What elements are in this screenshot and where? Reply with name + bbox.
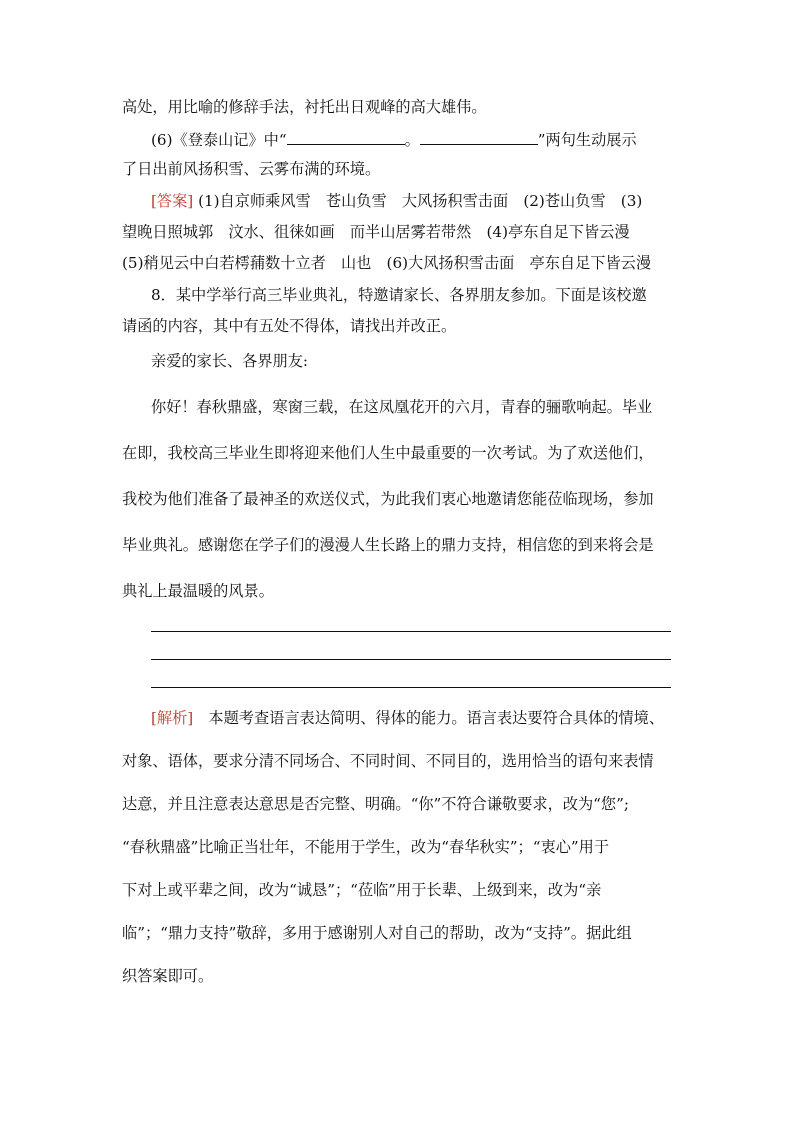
q8-line-1: 8．某中学举行高三毕业典礼，特邀请家长、各界朋友参加。下面是该校邀 (151, 286, 647, 304)
letter-line: 典礼上最温暖的风景。 (122, 582, 274, 600)
letter-line: 毕业典礼。感谢您在学子们的漫漫人生长路上的鼎力支持，相信您的到来将会是 (122, 536, 654, 554)
analysis-line: 下对上或平辈之间，改为“诚恳”；“莅临”用于长辈、上级到来，改为“亲 (122, 881, 602, 899)
q6-blank-1[interactable] (287, 130, 405, 145)
q6-prefix: (6)《登泰山记》中“ (151, 131, 287, 149)
analysis-line: “春秋鼎盛”比喻正当壮年，不能用于学生，改为“春华秋实”；“衷心”用于 (122, 838, 610, 856)
answer-writing-line-3[interactable] (151, 687, 671, 688)
analysis-line: 临”；“鼎力支持”敬辞，多用于感谢别人对自己的帮助，改为“支持”。据此组 (122, 924, 632, 942)
answer-line-3: (5)稍见云中白若樗蒱数十立者 山也 (6)大风扬积雪击面 亭东自足下皆云漫 (122, 254, 652, 272)
answer-tag: [答案] (151, 192, 194, 210)
q7-tail-text: 高处，用比喻的修辞手法，衬托出日观峰的高大雄伟。 (122, 98, 487, 116)
q6-blank-2[interactable] (420, 130, 538, 145)
analysis-line: 织答案即可。 (122, 967, 214, 985)
answer-writing-line-2[interactable] (151, 659, 671, 660)
answer-text-1: (1)自京师乘风雪 苍山负雪 大风扬积雪击面 (2)苍山负雪 (3) (198, 192, 643, 210)
analysis-line: 对象、语体，要求分清不同场合、不同时间、不同目的，选用恰当的语句来表情 (122, 752, 654, 770)
q8-line-2: 请函的内容，其中有五处不得体，请找出并改正。 (122, 317, 457, 335)
analysis-text-1: 本题考查语言表达简明、得体的能力。语言表达要符合具体的情境、 (193, 709, 665, 727)
letter-line: 在即，我校高三毕业生即将迎来他们人生中最重要的一次考试。为了欢送他们， (122, 444, 654, 462)
letter-line: 你好！春秋鼎盛，寒窗三载，在这凤凰花开的六月，青春的骊歌响起。毕业 (151, 398, 653, 416)
q6-line2: 了日出前风扬积雪、云雾布满的环境。 (122, 160, 381, 178)
analysis-line-1 (151, 707, 674, 729)
analysis-tag: [解析] (151, 709, 194, 727)
letter-salutation: 亲爱的家长、各界朋友: (151, 352, 308, 370)
answer-line-1 (151, 190, 674, 212)
answer-writing-line-1[interactable] (151, 631, 671, 632)
q6-suffix: ”两句生动展示 (537, 131, 637, 149)
q6-prompt (151, 129, 674, 151)
q6-mid: 。 (404, 131, 420, 149)
letter-line: 我校为他们准备了最神圣的欢送仪式，为此我们衷心地邀请您能莅临现场，参加 (122, 490, 654, 508)
answer-line-2: 望晚日照城郭 汶水、徂徕如画 而半山居雾若带然 (4)亭东自足下皆云漫 (122, 223, 630, 241)
analysis-line: 达意，并且注意表达意思是否完整、明确。“你”不符合谦敬要求，改为“您”; (122, 795, 629, 813)
